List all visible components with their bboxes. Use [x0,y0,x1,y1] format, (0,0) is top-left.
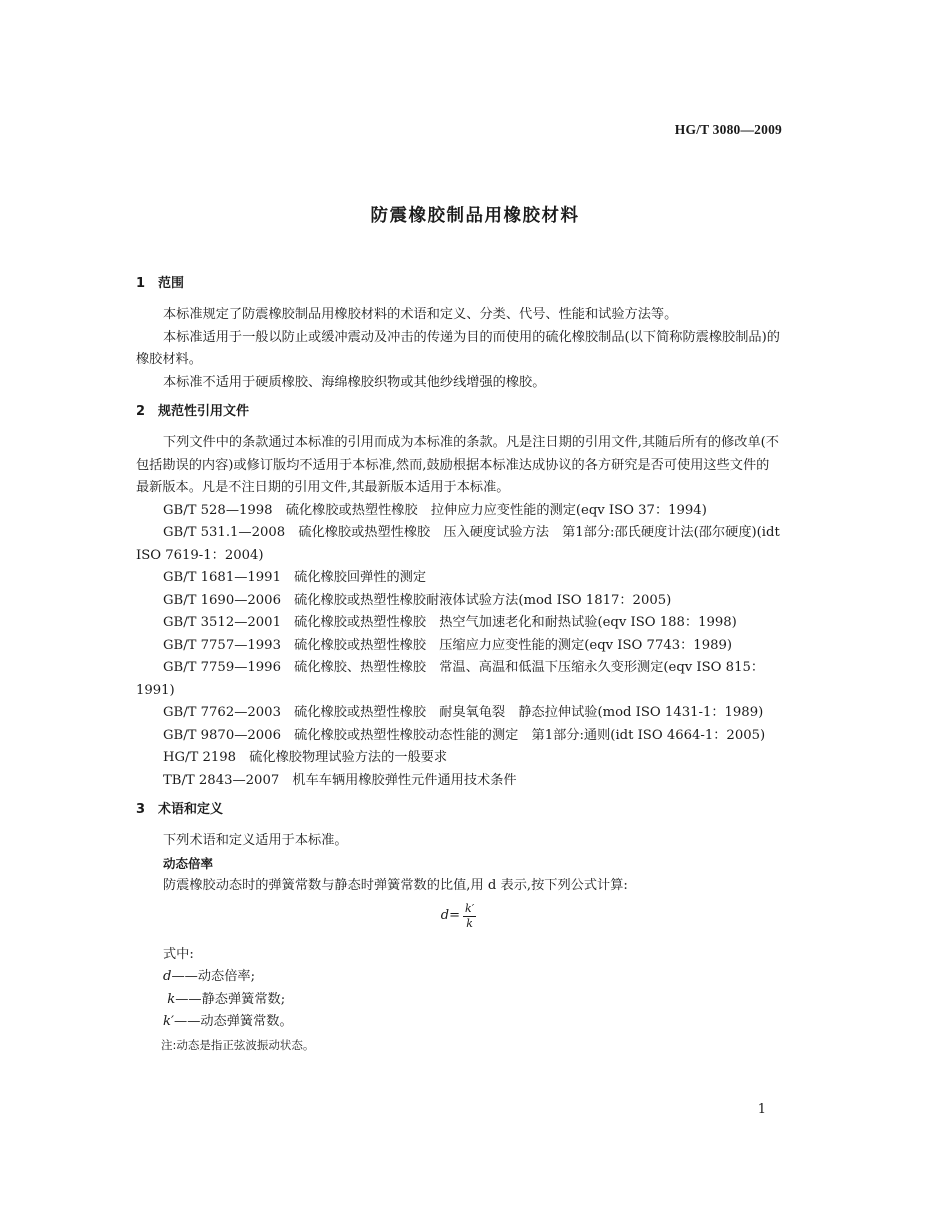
standard-code: HG/T 3080—2009 [674,122,782,137]
reference-item: GB/T 528—1998 硫化橡胶或热塑性橡胶 拉伸应力应变性能的测定(eqv ISO 37：1994) [163,502,707,518]
variable-symbol: d [163,969,172,984]
formula-equals: = [449,907,461,923]
reference-item: TB/T 2843—2007 机车车辆用橡胶弹性元件通用技术条件 [163,772,517,788]
reference-item: GB/T 7762—2003 硫化橡胶或热塑性橡胶 耐臭氧龟裂 静态拉伸试验(mod ISO 1431-1：1989) [163,705,764,720]
reference-item: GB/T 3512—2001 硫化橡胶或热塑性橡胶 热空气加速老化和耐热试验(eqv ISO 188：1998) [163,615,737,630]
term-definition: 防震橡胶动态时的弹簧常数与静态时弹簧常数的比值,用 d 表示,按下列公式计算: [163,878,628,893]
document-title: 防震橡胶制品用橡胶材料 [370,206,580,226]
variable-symbol: k [167,991,176,1007]
formula-numerator: k′ [465,901,475,915]
paragraph: 下列文件中的条款通过本标准的引用而成为本标准的条款。凡是注日期的引用文件,其随后所有的修改单(不包括勘误的内容)或修订版均不适用于本标准,然而,鼓励根据本标准达成协议的各方研究是否可使用这些文件的最新版本。凡是不注日期的引用文件,其最新版本适用于本标准。 [136,435,779,495]
variable-symbol: k′ [163,1014,174,1029]
reference-item: GB/T 1681—1991 硫化橡胶回弹性的测定 [163,570,427,585]
section-normative-references [136,402,781,792]
section-number: 3 [136,802,146,817]
variable-definition [136,966,781,989]
term-name: 动态倍率 [163,855,214,871]
section-heading [136,274,781,294]
variable-definition [136,1011,781,1034]
formula-lhs: d [440,907,450,923]
variable-description: ——动态倍率; [171,969,256,984]
section-title: 规范性引用文件 [158,404,250,419]
page-number: 1 [757,1102,766,1117]
reference-item: GB/T 531.1—2008 硫化橡胶或热塑性橡胶 压入硬度试验方法 第1部分:邵氏硬度计法(邵尔硬度)(idt ISO 7619-1：2004) [136,525,780,563]
section-heading [136,800,781,820]
variable-description: ——动态弹簧常数。 [174,1014,293,1029]
section-title: 术语和定义 [158,802,224,817]
formula-fraction [463,902,476,931]
section-title: 范围 [158,276,185,291]
section-number: 1 [136,276,146,291]
reference-item: HG/T 2198 硫化橡胶物理试验方法的一般要求 [163,750,448,765]
paragraph: 本标准规定了防震橡胶制品用橡胶材料的术语和定义、分类、代号、性能和试验方法等。 [163,307,678,322]
section-heading [136,402,781,422]
formula [136,902,781,938]
section-terms-definitions [136,800,781,1056]
paragraph: 下列术语和定义适用于本标准。 [163,833,348,848]
note: 注:动态是指正弦波振动状态。 [161,1037,315,1052]
reference-item: GB/T 9870—2006 硫化橡胶或热塑性橡胶动态性能的测定 第1部分:通则(idt ISO 4664-1：2005) [163,727,766,743]
reference-item: GB/T 7757—1993 硫化橡胶或热塑性橡胶 压缩应力应变性能的测定(eqv ISO 7743：1989) [163,637,733,653]
variable-definition [136,989,781,1012]
variable-description: ——静态弹簧常数; [175,991,286,1007]
formula-denominator: k [466,916,473,930]
document-body [136,274,781,1064]
where-label: 式中: [163,946,194,962]
section-scope [136,274,781,394]
reference-item: GB/T 7759—1996 硫化橡胶、热塑性橡胶 常温、高温和低温下压缩永久变形测定(eqv ISO 815：1991) [136,660,765,698]
paragraph: 本标准不适用于硬质橡胶、海绵橡胶织物或其他纱线增强的橡胶。 [163,374,546,390]
section-number: 2 [136,404,146,419]
reference-item: GB/T 1690—2006 硫化橡胶或热塑性橡胶耐液体试验方法(mod ISO 1817：2005) [163,592,672,608]
paragraph: 本标准适用于一般以防止或缓冲震动及冲击的传递为目的而使用的硫化橡胶制品(以下简称防震橡胶制品)的橡胶材料。 [136,329,780,367]
